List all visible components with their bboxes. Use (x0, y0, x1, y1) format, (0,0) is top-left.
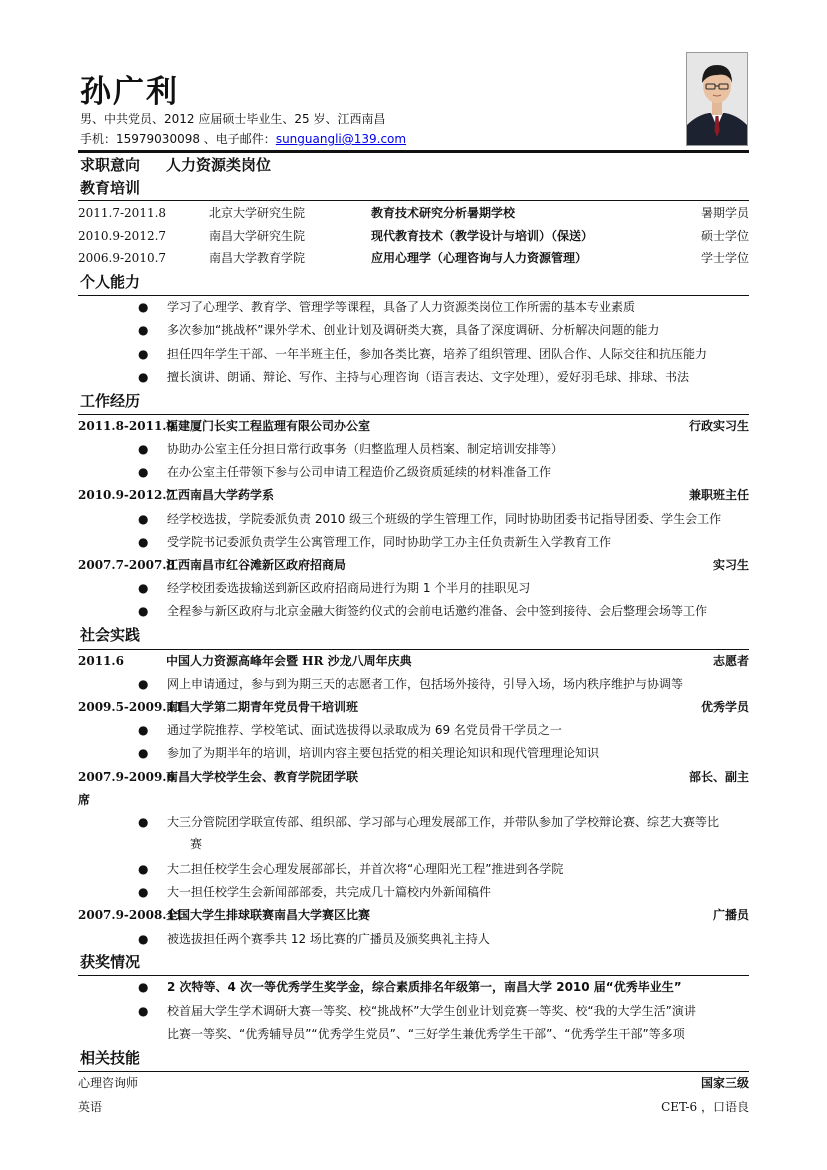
social-item: 网上申请通过，参与到为期三天的志愿者工作，包括场外接待，引导入场，场内秩序维护与协调等 (167, 677, 684, 691)
bullet-icon: ● (138, 465, 149, 479)
edu-date: 2006.9-2010.7 (78, 251, 167, 265)
work-entry-header (78, 554, 749, 576)
award-item: 校首届大学生学术调研大赛一等奖、校“挑战杯”大学生创业计划竞赛一等奖、校“我的大学生活”演讲 (167, 1004, 696, 1018)
ability-item: 担任四年学生干部、一年半班主任，参加各类比赛，培养了组织管理、团队合作、人际交往和抗压能力 (167, 347, 708, 361)
personal-info: 男、中共党员、2012 应届硕士毕业生、25 岁、江西南昌 (80, 112, 386, 126)
bullet-icon: ● (138, 932, 149, 946)
award-item-wrap: 比赛一等奖、“优秀辅导员”“优秀学生党员”、“三好学生兼优秀学生干部”、“优秀学生干部”等多项 (167, 1027, 685, 1041)
edu-program: 应用心理学（心理咨询与人力资源管理） (371, 251, 588, 265)
email-link[interactable]: sunguangli@139.com (275, 132, 407, 146)
bullet-icon: ● (138, 885, 149, 899)
education-row (78, 225, 749, 247)
work-item: 经学校团委选拔输送到新区政府招商局进行为期 1 个半月的挂职见习 (167, 581, 531, 595)
social-role-continuation: 席 (78, 793, 91, 807)
social-item: 通过学院推荐、学校笔试、面试选拔得以录取成为 69 名党员骨干学员之一 (167, 723, 562, 737)
work-entry-header (78, 484, 749, 506)
edu-date: 2010.9-2012.7 (78, 229, 167, 243)
skills-title: 相关技能 (80, 1049, 141, 1067)
work-org: 江西南昌市红谷滩新区政府招商局 (166, 558, 347, 572)
awards-title: 获奖情况 (80, 953, 141, 971)
edu-program: 现代教育技术（教学设计与培训）（保送） (371, 229, 594, 243)
contact-info (80, 131, 406, 147)
work-item: 协助办公室主任分担日常行政事务（归整监理人员档案、制定培训安排等） (167, 442, 564, 456)
edu-degree: 学士学位 (700, 251, 749, 265)
work-org: 江西南昌大学药学系 (166, 488, 275, 502)
candidate-name: 孙广利 (80, 74, 179, 110)
skill-row (78, 1096, 749, 1118)
work-title: 工作经历 (80, 392, 141, 410)
education-row (78, 202, 749, 224)
bullet-icon: ● (138, 535, 149, 549)
work-item: 经学校选拔，学院委派负责 2010 级三个班级的学生管理工作，同时协助团委书记指导团委、学生会工作 (167, 512, 722, 526)
social-item: 参加了为期半年的培训，培训内容主要包括党的相关理论知识和现代管理理论知识 (167, 746, 600, 760)
social-role: 优秀学员 (700, 700, 749, 714)
skill-level: 国家三级 (700, 1076, 749, 1090)
social-role: 广播员 (712, 908, 749, 922)
social-date: 2011.6 (78, 654, 124, 668)
bullet-icon: ● (138, 370, 149, 384)
objective-label: 求职意向 (80, 156, 141, 174)
edu-school: 北京大学研究生院 (209, 206, 306, 220)
work-role: 行政实习生 (688, 419, 749, 433)
social-role: 志愿者 (712, 654, 749, 668)
work-role: 兼职班主任 (688, 488, 749, 502)
bullet-icon: ● (138, 815, 149, 829)
work-item: 全程参与新区政府与北京金融大街签约仪式的会前电话邀约准备、会中签到接待、会后整理会场等工作 (167, 604, 708, 618)
bullet-icon: ● (138, 862, 149, 876)
edu-school: 南昌大学教育学院 (209, 251, 306, 265)
social-role: 部长、副主 (688, 770, 749, 784)
objective-value: 人力资源类岗位 (166, 156, 272, 174)
work-org: 福建厦门长实工程监理有限公司办公室 (166, 419, 371, 433)
bullet-icon: ● (138, 980, 149, 994)
social-role-wrap (78, 789, 749, 811)
skill-level: CET-6 ，口语良 (661, 1100, 749, 1114)
social-date: 2007.9-2008.11 (78, 908, 184, 922)
social-title: 社会实践 (80, 626, 141, 644)
work-date: 2007.7-2007.8 (78, 558, 175, 572)
social-org: 南昌大学校学生会、教育学院团学联 (166, 770, 359, 784)
work-role: 实习生 (712, 558, 749, 572)
social-org: 南昌大学第二期青年党员骨干培训班 (166, 700, 359, 714)
bullet-icon: ● (138, 746, 149, 760)
bullet-icon: ● (138, 1004, 149, 1018)
ability-item: 擅长演讲、朗诵、辩论、写作、主持与心理咨询（语言表达、文字处理），爱好羽毛球、排球、书法 (167, 370, 690, 384)
edu-school: 南昌大学研究生院 (209, 229, 306, 243)
social-date: 2009.5-2009.11 (78, 700, 184, 714)
edu-program: 教育技术研究分析暑期学校 (371, 206, 516, 220)
skill-row (78, 1072, 749, 1094)
social-item: 大一担任校学生会新闻部部委，共完成几十篇校内外新闻稿件 (167, 885, 492, 899)
profile-photo (686, 52, 748, 146)
social-org: 全国大学生排球联赛南昌大学赛区比赛 (166, 908, 371, 922)
bullet-icon: ● (138, 723, 149, 737)
education-title: 教育培训 (80, 179, 141, 197)
social-item-wrap: 赛 (190, 837, 203, 851)
work-date: 2011.8-2011.9 (78, 419, 175, 433)
social-entry-header (78, 696, 749, 718)
edu-date: 2011.7-2011.8 (78, 206, 167, 220)
bullet-icon: ● (138, 300, 149, 314)
ability-item: 多次参加“挑战杯”课外学术、创业计划及调研类大赛，具备了深度调研、分析解决问题的能力 (167, 323, 660, 337)
work-item: 受学院书记委派负责学生公寓管理工作，同时协助学工办主任负责新生入学教育工作 (167, 535, 612, 549)
social-item: 大三分管院团学联宣传部、组织部、学习部与心理发展部工作，并带队参加了学校辩论赛、综艺大赛等比 (167, 815, 720, 829)
work-date: 2010.9-2012.7 (78, 488, 175, 502)
social-entry-header (78, 766, 749, 788)
bullet-icon: ● (138, 347, 149, 361)
skill-name: 英语 (78, 1100, 103, 1114)
award-item: 2 次特等、4 次一等优秀学生奖学金，综合素质排名年级第一，南昌大学 2010 届“优秀毕业生” (167, 980, 682, 994)
social-org: 中国人力资源高峰年会暨 HR 沙龙八周年庆典 (166, 654, 412, 668)
abilities-title: 个人能力 (80, 273, 141, 291)
social-item: 被选拔担任两个赛季共 12 场比赛的广播员及颁奖典礼主持人 (167, 932, 490, 946)
bullet-icon: ● (138, 323, 149, 337)
social-item: 大二担任校学生会心理发展部部长，并首次将“心理阳光工程”推进到各学院 (167, 862, 564, 876)
skill-name: 心理咨询师 (78, 1076, 139, 1090)
work-item: 在办公室主任带领下参与公司申请工程造价乙级资质延续的材料准备工作 (167, 465, 552, 479)
bullet-icon: ● (138, 677, 149, 691)
social-entry-header (78, 650, 749, 672)
work-entry-header (78, 415, 749, 437)
bullet-icon: ● (138, 604, 149, 618)
edu-degree: 硕士学位 (700, 229, 749, 243)
bullet-icon: ● (138, 512, 149, 526)
education-row (78, 247, 749, 269)
header-divider (78, 150, 749, 153)
ability-item: 学习了心理学、教育学、管理学等课程，具备了人力资源类岗位工作所需的基本专业素质 (167, 300, 636, 314)
social-entry-header (78, 904, 749, 926)
edu-degree: 暑期学员 (700, 206, 749, 220)
social-date: 2007.9-2009.6 (78, 770, 175, 784)
phone-label: 手机：15979030098 、电子邮件： (80, 132, 276, 146)
bullet-icon: ● (138, 442, 149, 456)
education-divider (78, 200, 749, 201)
bullet-icon: ● (138, 581, 149, 595)
